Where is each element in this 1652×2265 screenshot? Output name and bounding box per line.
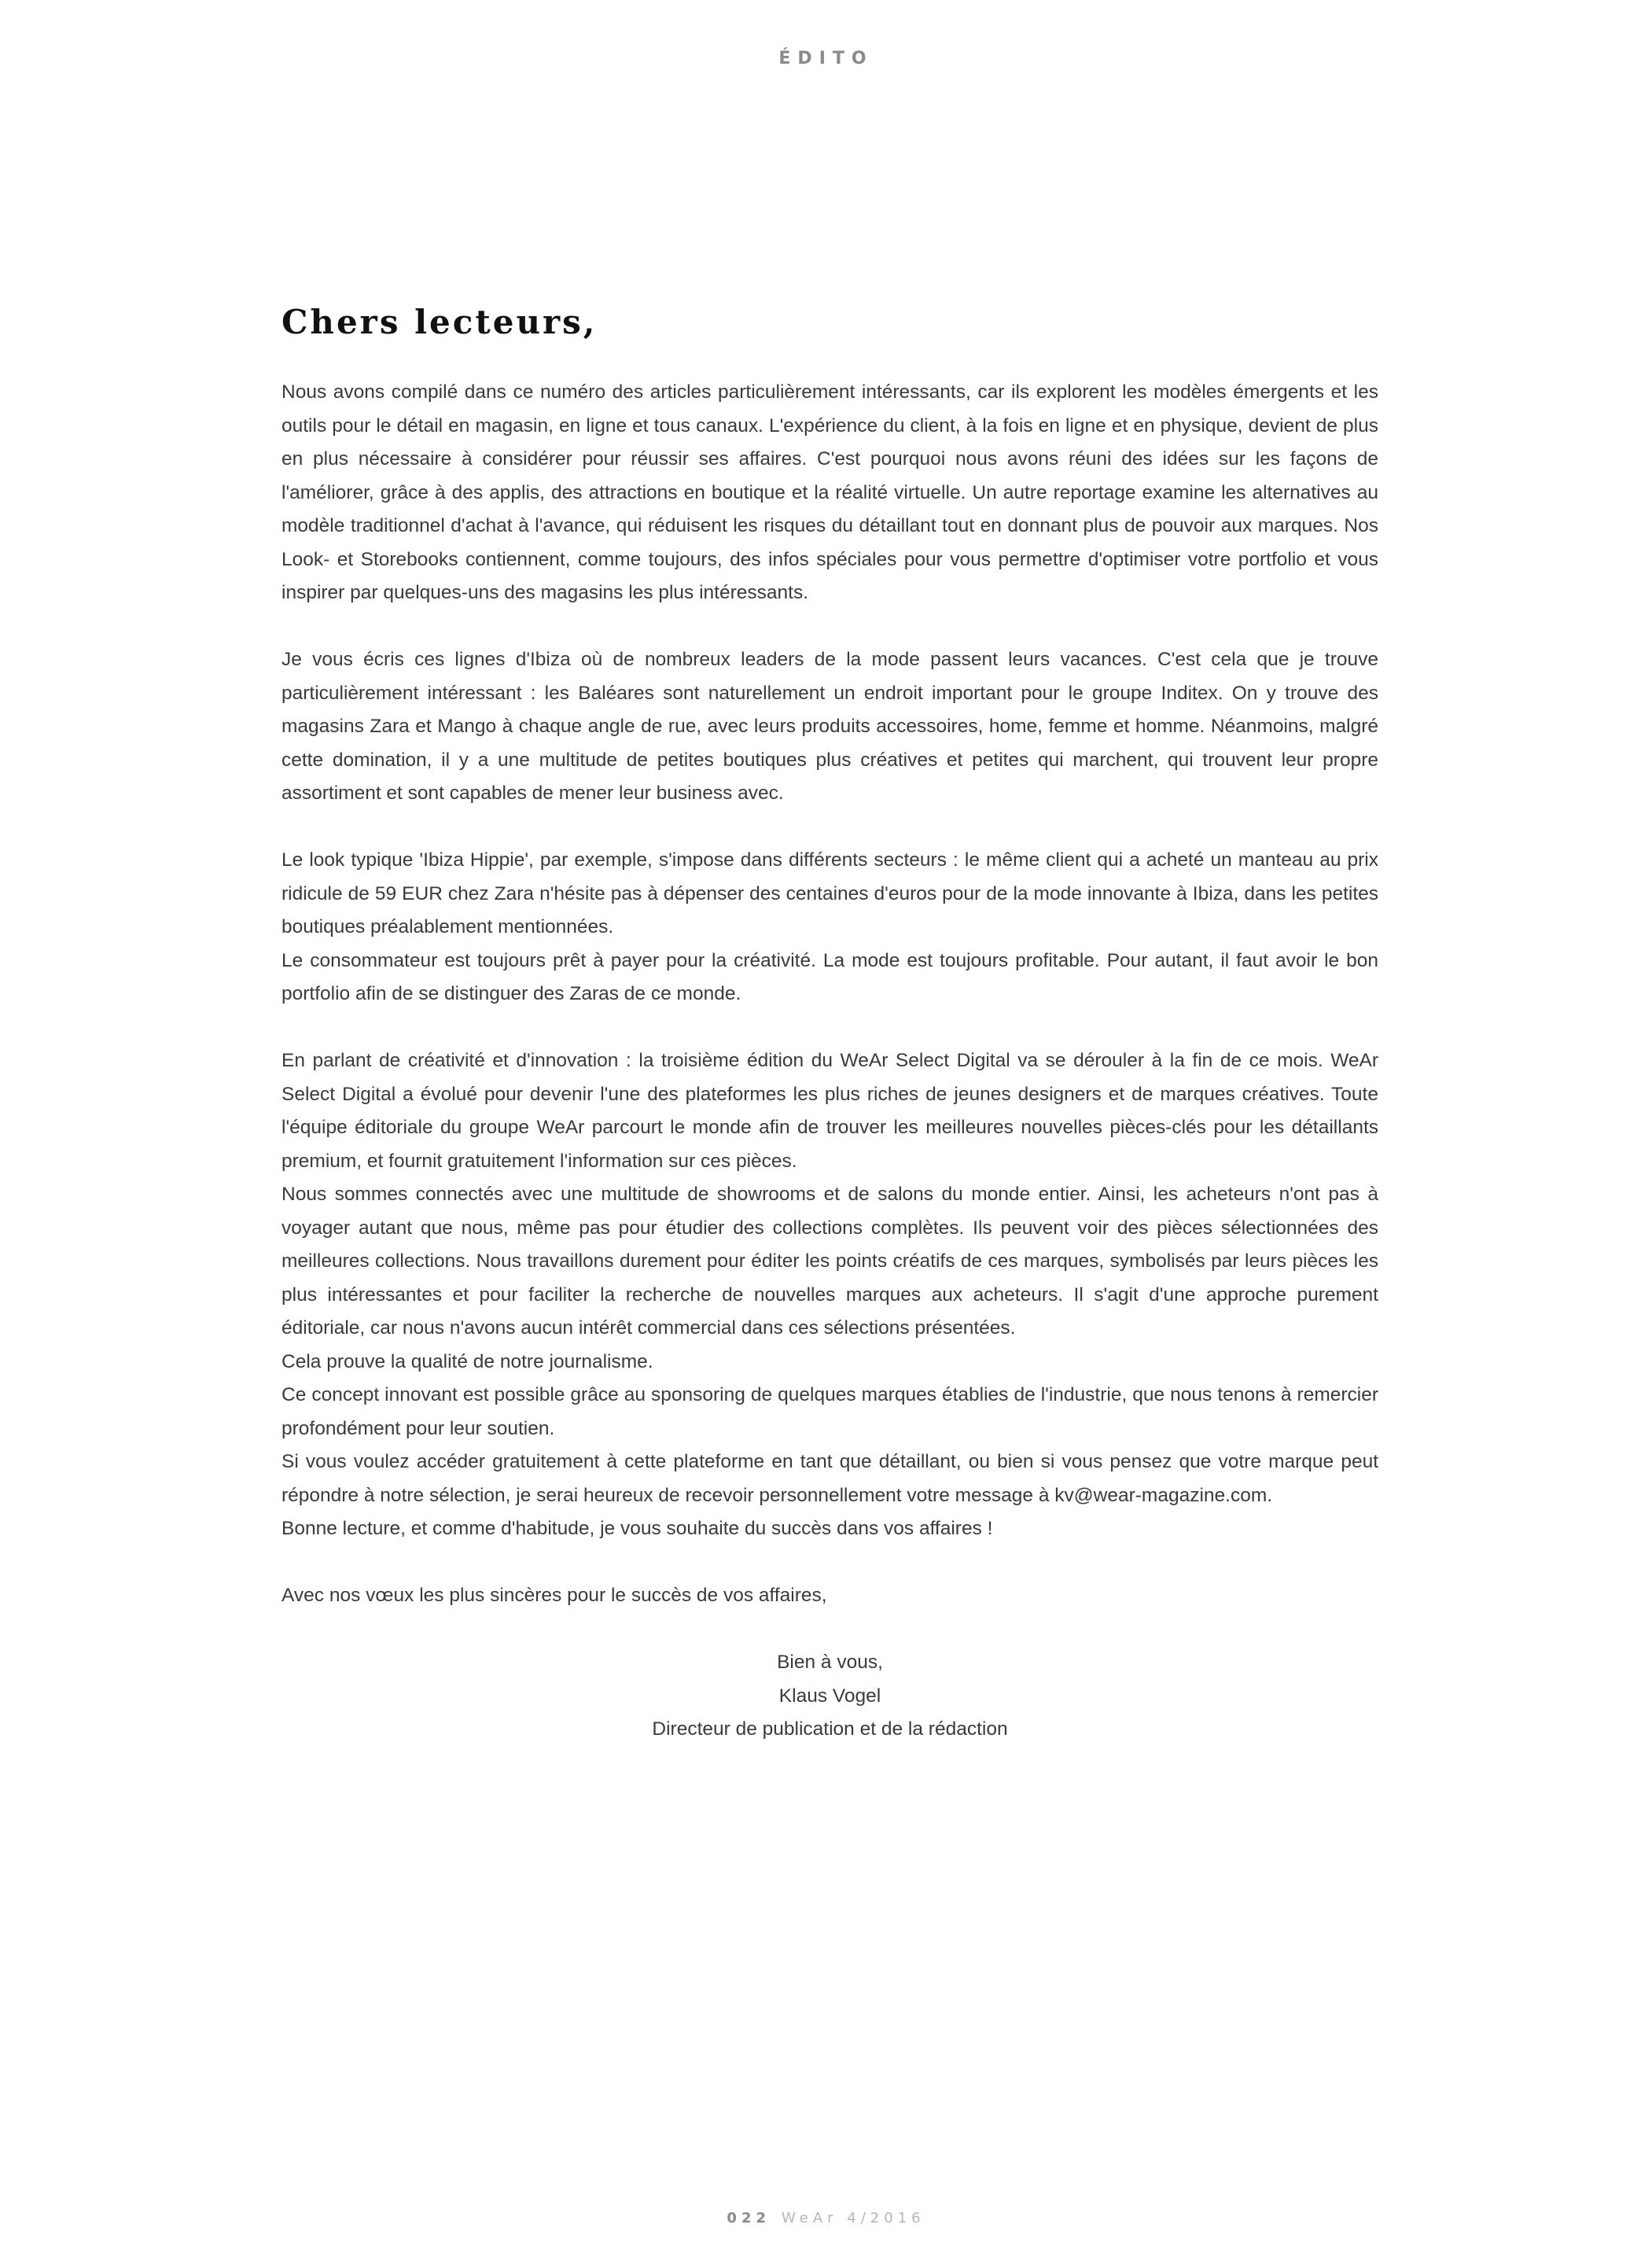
author-name: Klaus Vogel bbox=[778, 1685, 881, 1707]
editorial-letter bbox=[281, 299, 1378, 1747]
letter-salutation: Chers lecteurs, bbox=[281, 303, 598, 341]
sign-off: Bien à vous, bbox=[777, 1652, 883, 1673]
signature-block bbox=[281, 1646, 1378, 1747]
paragraph-line: Nous sommes connectés avec une multitude de showrooms et de salons du monde entier. Ainsi, les acheteurs n'ont pas à voyager autant que nous, même pas pour étudier des collections complètes. Ils peuvent voir des pièces sélectionnées des meilleures collections. Nous travaillons durement pour éditer les points créatifs de ces marques, symbolisés par leurs pièces les plus intéressantes et pour faciliter la recherche de nouvelles marques aux acheteurs. Il s'agit d'une approche purement éditoriale, car nous n'avons aucun intérêt commercial dans ces sélections présentées. bbox=[281, 1184, 1378, 1339]
paragraph-line: Cela prouve la qualité de notre journalisme. bbox=[281, 1350, 653, 1372]
paragraph-line: Le look typique 'Ibiza Hippie', par exemple, s'impose dans différents secteurs : le même client qui a acheté un manteau au prix ridicule de 59 EUR chez Zara n'hésite pas à dépenser des centaines d'euros pour de la mode innovante à Ibiza, dans les petites boutiques préalablement mentionnées. bbox=[281, 849, 1378, 937]
paragraph-line: Je vous écris ces lignes d'Ibiza où de nombreux leaders de la mode passent leurs vacances. C'est cela que je trouve particulièrement intéressant : les Baléares sont naturellement un endroit important pour le groupe Inditex. On y trouve des magasins Zara et Mango à chaque angle de rue, avec leurs produits accessoires, home, femme et homme. Néanmoins, malgré cette domination, il y a une multitude de petites boutiques plus créatives et petites qui marchent, qui trouvent leur propre assortiment et sont capables de mener leur business avec. bbox=[281, 649, 1378, 804]
page-number: 022 bbox=[727, 2210, 771, 2226]
section-label: ÉDITO bbox=[778, 49, 874, 68]
paragraph-line: Bonne lecture, et comme d'habitude, je vous souhaite du succès dans vos affaires ! bbox=[281, 1518, 993, 1539]
page-footer bbox=[0, 2210, 1652, 2226]
publication-issue: WeAr 4/2016 bbox=[782, 2210, 925, 2226]
paragraph-line: Le consommateur est toujours prêt à payer pour la créativité. La mode est toujours profitable. Pour autant, il faut avoir le bon portfolio afin de se distinguer des Zaras de ce monde. bbox=[281, 949, 1378, 1004]
paragraph-hippie-look bbox=[281, 844, 1378, 1011]
paragraph-line: En parlant de créativité et d'innovation : la troisième édition du WeAr Select Digital va se dérouler à la fin de ce mois. WeAr Select Digital a évolué pour devenir l'une des plateformes les plus riches de jeunes designers et de marques créatives. Toute l'équipe éditoriale du groupe WeAr parcourt le monde afin de trouver les meilleures nouvelles pièces-clés pour les détaillants premium, et fournit gratuitement l'information sur ces pièces. bbox=[281, 1050, 1378, 1172]
paragraph-line-with-email: Si vous voulez accéder gratuitement à cette plateforme en tant que détaillant, ou bien si vous pensez que votre marque peut répondre à notre sélection, je serai heureux de recevoir personnellement votre message à kv@wear-magazine.com. bbox=[281, 1451, 1378, 1506]
paragraph-select-digital bbox=[281, 1044, 1378, 1546]
paragraph-line: Nous avons compilé dans ce numéro des articles particulièrement intéressants, car ils explorent les modèles émergents et les outils pour le détail en magasin, en ligne et tous canaux. L'expérience du client, à la fois en ligne et en physique, devient de plus en plus nécessaire à considérer pour réussir ses affaires. C'est pourquoi nous avons réuni des idées sur les façons de l'améliorer, grâce à des applis, des attractions en boutique et la réalité virtuelle. Un autre reportage examine les alternatives au modèle traditionnel d'achat à l'avance, qui réduisent les risques du détaillant tout en donnant plus de pouvoir aux marques. Nos Look- et Storebooks contiennent, comme toujours, des infos spéciales pour vous permettre d'optimiser votre portfolio et vous inspirer par quelques-uns des magasins les plus intéressants. bbox=[281, 381, 1378, 603]
author-role: Directeur de publication et de la rédaction bbox=[652, 1718, 1008, 1740]
paragraph-line: Ce concept innovant est possible grâce au sponsoring de quelques marques établies de l'industrie, que nous tenons à remercier profondément pour leur soutien. bbox=[281, 1384, 1378, 1439]
paragraph-ibiza bbox=[281, 643, 1378, 811]
paragraph-intro bbox=[281, 376, 1378, 610]
letter-closing: Avec nos vœux les plus sincères pour le succès de vos affaires, bbox=[281, 1585, 827, 1606]
